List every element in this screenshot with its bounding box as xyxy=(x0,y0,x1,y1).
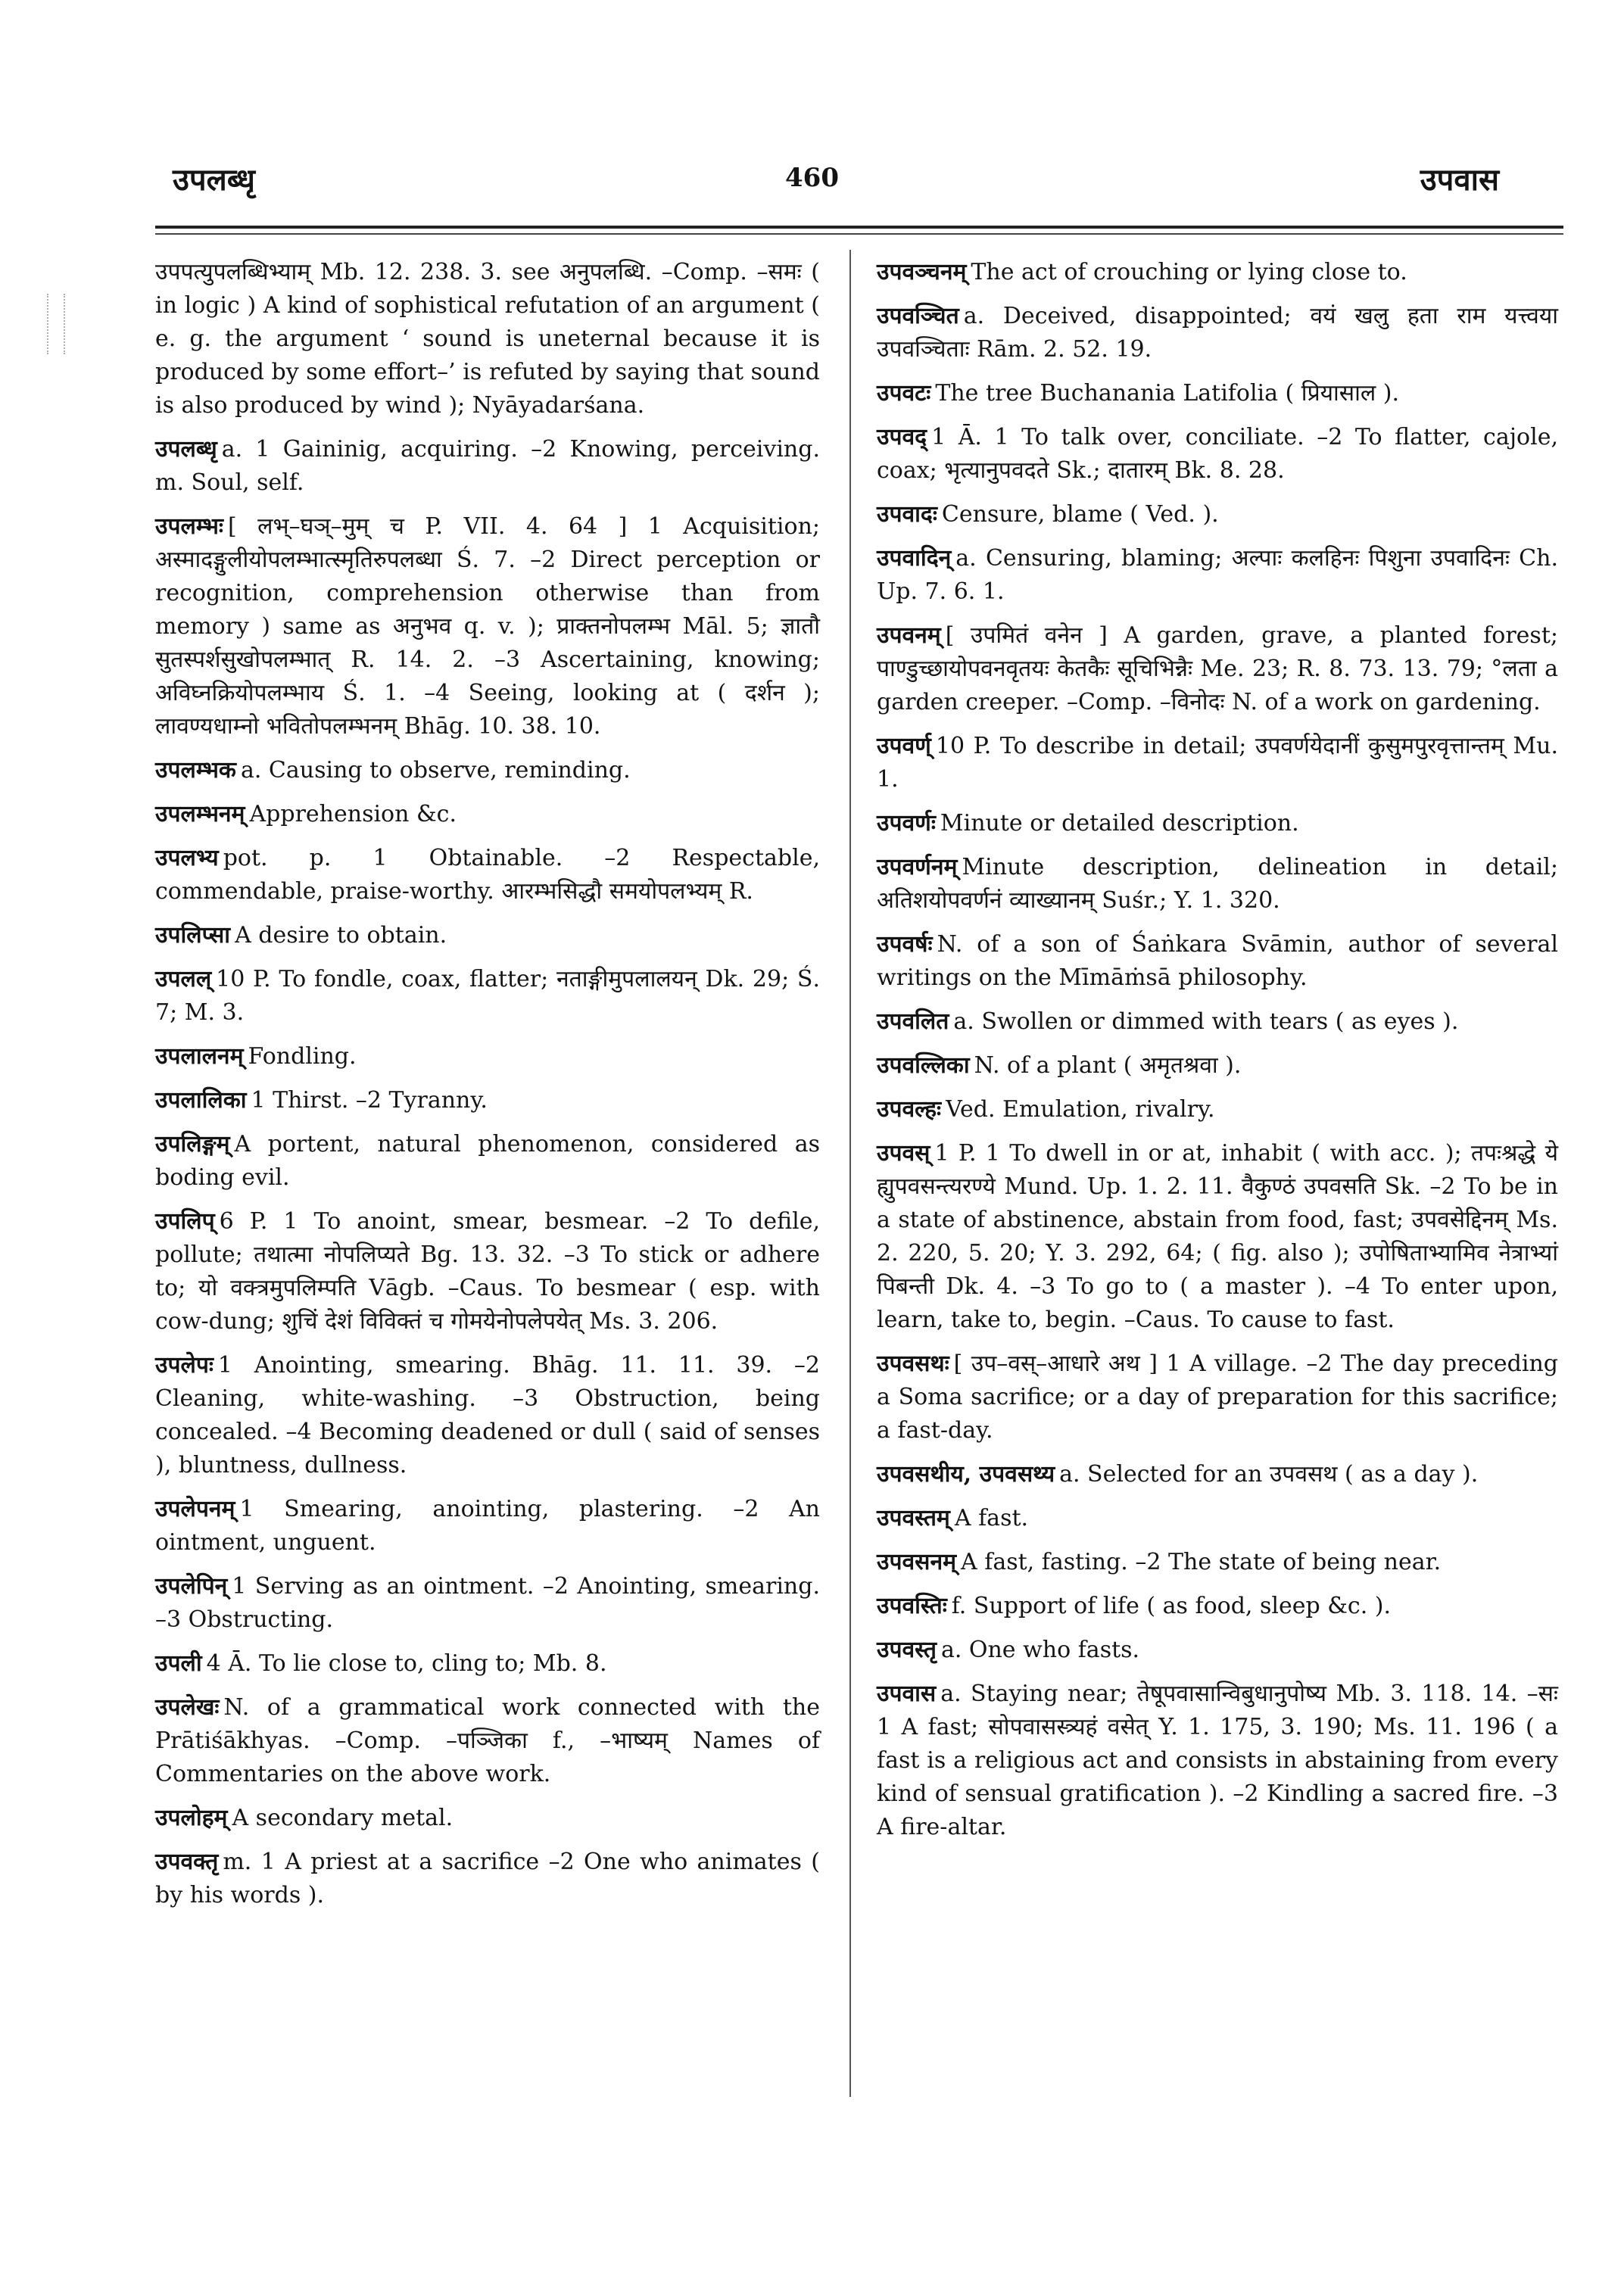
definition-text: [ उपमितं वनेन ] A garden, grave, a planted forest; पाण्डुच्छायोपवनवृतयः केतकैः सूचिभिन्नैः Me. 23; R. 8. 73. 13. 79; °लता a garden creeper. –Comp. –विनोदः N. of a work on gardening. xyxy=(877,622,1558,715)
definition-text: The act of crouching or lying close to. xyxy=(971,259,1407,285)
headword: उपवस्तिः xyxy=(877,1593,947,1619)
dictionary-entry xyxy=(155,1493,820,1559)
dictionary-entry xyxy=(155,1349,820,1482)
definition-text: [ लभ्–घञ्–मुम् च P. VII. 4. 64 ] 1 Acquisition; अस्मादङ्गुलीयोपलम्भात्स्मृतिरुपलब्धा Ś. 7. –2 Direct perception or recognition, comprehension otherwise than from memory ) same as अनुभव q. v. ); प्राक्तनोपलम्भ Māl. 5; ज्ञातौ सुतस्पर्शसुखोपलम्भात् R. 14. 2. –3 Ascertaining, knowing; अविघ्नक्रियोपलम्भाय Ś. 1. –4 Seeing, looking at ( दर्शन ); लावण्यधाम्नो भवितोपलम्भनम् Bhāg. 10. 38. 10. xyxy=(155,513,820,740)
headword: उपवल्हः xyxy=(877,1096,942,1123)
dictionary-entry xyxy=(877,1590,1558,1623)
definition-text: Censure, blame ( Ved. ). xyxy=(941,501,1219,528)
definition-text: उपपत्युपलब्धिभ्याम् Mb. 12. 238. 3. see अनुपलब्धि. –Comp. –समः ( in logic ) A kind of sophistical refutation of an argument ( e. g. the argument ‘ sound is uneternal because it is produced by some effort–’ is refuted by saying that sound is also produced by wind ); Nyāyadarśana. xyxy=(155,259,820,419)
definition-text: Minute or detailed description. xyxy=(940,810,1299,837)
definition-text: A desire to obtain. xyxy=(235,922,447,949)
headword: उपलल् xyxy=(155,966,212,992)
dictionary-entry xyxy=(877,1458,1558,1491)
headword: उपवस्तृ xyxy=(877,1637,937,1663)
headword: उपली xyxy=(155,1650,202,1677)
dictionary-entry xyxy=(877,1502,1558,1535)
headword: उपवल्लिका xyxy=(877,1052,970,1079)
headword: उपवसथः xyxy=(877,1351,949,1377)
headword: उपवस् xyxy=(877,1140,930,1167)
dictionary-entry xyxy=(155,433,820,500)
definition-text: N. of a son of Śaṅkara Svāmin, author of several writings on the Mīmāṁsā philosophy. xyxy=(877,931,1558,991)
headword: उपवसथीय, उपवसथ्य xyxy=(877,1461,1055,1488)
headword: उपवादिन् xyxy=(877,545,952,572)
dictionary-entry xyxy=(877,498,1558,531)
headword: उपलम्भनम् xyxy=(155,801,245,827)
dictionary-entry xyxy=(877,730,1558,796)
definition-text: 1 Ā. 1 To talk over, conciliate. –2 To flatter, cajole, coax; भृत्यानुपवदते Sk.; दातारम् Bk. 8. 28. xyxy=(877,424,1558,484)
definition-text: a. Deceived, disappointed; वयं खलु हता राम यत्त्वया उपवञ्चिताः Rām. 2. 52. 19. xyxy=(877,303,1558,363)
definition-text: a. Causing to observe, reminding. xyxy=(240,757,631,784)
headword: उपवर्ण् xyxy=(877,733,931,759)
headword: उपलिप्सा xyxy=(155,922,231,949)
dictionary-entry xyxy=(155,1846,820,1912)
dictionary-entry xyxy=(877,1678,1558,1844)
dictionary-entry xyxy=(155,510,820,743)
definition-text: A fast, fasting. –2 The state of being near. xyxy=(961,1549,1442,1575)
headword: उपलम्भक xyxy=(155,757,236,784)
definition-text: a. Staying near; तेषूपवासान्विबुधानुपोष्य Mb. 3. 118. 14. –सः 1 A fast; सोपवासस्त्र्यहं वसेत् Y. 1. 175, 3. 190; Ms. 11. 196 ( a fast is a religious act and consists in abstaining from every kind of sensual gratification ). –2 Kindling a sacred fire. –3 A fire-altar. xyxy=(877,1681,1558,1840)
dictionary-entry xyxy=(155,1040,820,1073)
dictionary-entry xyxy=(877,1634,1558,1667)
headword: उपलालनम् xyxy=(155,1043,244,1070)
headword: उपवादः xyxy=(877,501,937,528)
dictionary-entry xyxy=(155,963,820,1030)
dictionary-entry xyxy=(877,928,1558,995)
headword: उपवटः xyxy=(877,380,931,407)
definition-text: 6 P. 1 To anoint, smear, besmear. –2 To defile, pollute; तथात्मा नोपलिप्यते Bg. 13. 32. –3 To stick or adhere to; यो वक्त्रमुपलिम्पति Vāgb. –Caus. To besmear ( esp. with cow-dung; शुचिं देशं विविक्तं च गोमयेनोपलेपयेत् Ms. 3. 206. xyxy=(155,1208,820,1335)
dictionary-entry xyxy=(877,1546,1558,1579)
definition-text: A fast. xyxy=(954,1505,1029,1531)
headword: उपवञ्चित xyxy=(877,303,959,329)
headword: उपवक्तृ xyxy=(155,1849,219,1875)
headword: उपवनम् xyxy=(877,622,941,649)
definition-text: 1 P. 1 To dwell in or at, inhabit ( with acc. ); तपःश्रद्धे ये ह्युपवसन्त्यरण्ये Mund. Up. 1. 2. 11. वैकुण्ठं उपवसति Sk. –2 To be in a state of abstinence, abstain from food, fast; उपवसेद्दिनम् Ms. 2. 220, 5. 20; Y. 3. 292, 64; ( fig. also ); उपोषिताभ्यामिव नेत्राभ्यां पिबन्ती Dk. 4. –3 To go to ( a master ). –4 To enter upon, learn, take to, begin. –Caus. To cause to fast. xyxy=(877,1140,1558,1333)
definition-text: N. of a plant ( अमृतश्रवा ). xyxy=(974,1052,1242,1079)
headword: उपलेखः xyxy=(155,1694,220,1721)
dictionary-entry xyxy=(155,842,820,908)
headword: उपलिङ्गम् xyxy=(155,1131,230,1157)
dictionary-entry xyxy=(877,1049,1558,1083)
right-column xyxy=(877,256,1558,1855)
headword: उपवर्णः xyxy=(877,810,936,837)
column-divider xyxy=(849,250,851,2097)
definition-text: pot. p. 1 Obtainable. –2 Respectable, commendable, praise-worthy. आरम्भसिद्धौ समयोपलभ्यम् R. xyxy=(155,845,820,905)
headword: उपवसनम् xyxy=(877,1549,957,1575)
headword: उपलम्भः xyxy=(155,513,223,540)
definition-text: a. Swollen or dimmed with tears ( as eyes ). xyxy=(953,1008,1459,1035)
headword: उपवञ्चनम् xyxy=(877,259,967,285)
headword: उपलिप् xyxy=(155,1208,215,1235)
running-head-left: उपलब्धृ xyxy=(173,162,255,198)
headword: उपलब्धृ xyxy=(155,436,217,463)
definition-text: 1 Thirst. –2 Tyranny. xyxy=(251,1087,488,1114)
headword: उपवास xyxy=(877,1681,937,1707)
headword: उपवर्षः xyxy=(877,931,933,958)
definition-text: Minute description, delineation in detail; अतिशयोपवर्णनं व्याख्यानम् Suśr.; Y. 1. 320. xyxy=(877,854,1558,914)
dictionary-entry xyxy=(155,256,820,422)
dictionary-entry xyxy=(155,1691,820,1791)
dictionary-entry xyxy=(877,300,1558,366)
headword: उपलेपः xyxy=(155,1352,214,1379)
margin-annotation xyxy=(47,294,65,354)
dictionary-entry xyxy=(877,807,1558,840)
dictionary-entry xyxy=(155,1205,820,1338)
definition-text: Fondling. xyxy=(248,1043,357,1070)
page-number: 460 xyxy=(785,163,839,193)
definition-text: a. Censuring, blaming; अल्पाः कलहिनः पिशुना उपवादिनः Ch. Up. 7. 6. 1. xyxy=(877,545,1558,605)
headword: उपलालिका xyxy=(155,1087,247,1114)
dictionary-entry xyxy=(877,851,1558,918)
headword: उपवर्णनम् xyxy=(877,854,958,880)
definition-text: N. of a grammatical work connected with the Prātiśākhyas. –Comp. –पञ्जिका f., –भाष्यम् Names of Commentaries on the above work. xyxy=(155,1694,820,1787)
definition-text: [ उप–वस्–आधारे अथ ] 1 A village. –2 The day preceding a Soma sacrifice; or a day of preparation for this sacrifice; a fast-day. xyxy=(877,1351,1558,1444)
dictionary-entry xyxy=(877,619,1558,719)
headword: उपवस्तम् xyxy=(877,1505,950,1531)
definition-text: Ved. Emulation, rivalry. xyxy=(946,1096,1215,1123)
headword: उपलभ्य xyxy=(155,845,219,871)
definition-text: m. 1 A priest at a sacrifice –2 One who animates ( by his words ). xyxy=(155,1849,820,1908)
definition-text: 1 Serving as an ointment. –2 Anointing, smearing. –3 Obstructing. xyxy=(155,1573,820,1633)
definition-text: a. 1 Gaininig, acquiring. –2 Knowing, perceiving. m. Soul, self. xyxy=(155,436,820,496)
dictionary-entry xyxy=(155,1570,820,1637)
left-column xyxy=(155,256,820,1923)
dictionary-entry xyxy=(155,754,820,787)
header-rule-thin xyxy=(155,233,1563,235)
definition-text: f. Support of life ( as food, sleep &c. ). xyxy=(951,1593,1392,1619)
definition-text: A secondary metal. xyxy=(232,1805,454,1831)
dictionary-entry xyxy=(155,1802,820,1835)
dictionary-entry xyxy=(155,919,820,952)
definition-text: 1 Smearing, anointing, plastering. –2 An ointment, unguent. xyxy=(155,1496,820,1556)
headword: उपलेपिन् xyxy=(155,1573,228,1600)
definition-text: a. One who fasts. xyxy=(940,1637,1140,1663)
dictionary-entry xyxy=(877,256,1558,289)
dictionary-entry xyxy=(877,1137,1558,1337)
definition-text: Apprehension &c. xyxy=(249,801,457,827)
definition-text: a. Selected for an उपवसथ ( as a day ). xyxy=(1059,1461,1479,1488)
dictionary-entry xyxy=(877,1093,1558,1126)
definition-text: 10 P. To describe in detail; उपवर्णयेदानीं कुसुमपुरवृत्तान्तम् Mu. 1. xyxy=(877,733,1558,793)
dictionary-entry xyxy=(877,542,1558,609)
headword: उपलेपनम् xyxy=(155,1496,235,1522)
dictionary-entry xyxy=(877,421,1558,488)
definition-text: 10 P. To fondle, coax, flatter; नताङ्गीमुपलालयन् Dk. 29; Ś. 7; M. 3. xyxy=(155,966,820,1026)
header-rule-thick xyxy=(155,226,1563,229)
headword: उपलोहम् xyxy=(155,1805,228,1831)
definition-text: A portent, natural phenomenon, considered as boding evil. xyxy=(155,1131,820,1191)
dictionary-entry xyxy=(877,377,1558,410)
definition-text: 4 Ā. To lie close to, cling to; Mb. 8. xyxy=(206,1650,607,1677)
definition-text: 1 Anointing, smearing. Bhāg. 11. 11. 39. –2 Cleaning, white-washing. –3 Obstruction, being concealed. –4 Becoming deadened or dull ( said of senses ), bluntness, dullness. xyxy=(155,1352,820,1478)
running-head-right: उपवास xyxy=(1420,162,1499,198)
dictionary-entry xyxy=(877,1005,1558,1039)
dictionary-entry xyxy=(155,1084,820,1117)
headword: उपवलित xyxy=(877,1008,949,1035)
dictionary-entry xyxy=(155,1647,820,1681)
dictionary-entry xyxy=(155,798,820,831)
dictionary-entry xyxy=(877,1347,1558,1447)
definition-text: The tree Buchanania Latifolia ( प्रियासाल ). xyxy=(935,380,1399,407)
headword: उपवद् xyxy=(877,424,927,450)
dictionary-entry xyxy=(155,1128,820,1195)
